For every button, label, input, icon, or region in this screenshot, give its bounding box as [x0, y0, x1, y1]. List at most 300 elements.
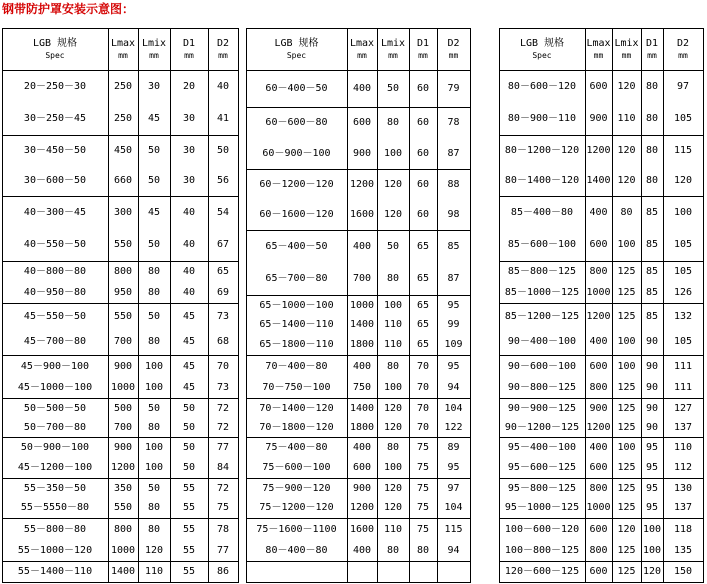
cell-value: 700 — [113, 336, 133, 348]
cell-value: 600 — [589, 566, 608, 577]
cell-value: 89 — [447, 442, 460, 453]
cell-value: 60 — [416, 179, 430, 190]
cell-value: 40 — [182, 239, 196, 250]
cell-value: 105 — [673, 336, 693, 348]
cell-d2 — [663, 479, 703, 518]
cell-value: 85－1200－125 — [504, 310, 580, 322]
cell-value: 50 — [147, 310, 161, 322]
cell-lmix — [377, 108, 409, 169]
header-lmax — [347, 29, 377, 70]
cell-value: 30 — [182, 175, 196, 186]
cell-value: 1800 — [349, 421, 375, 433]
cell-lmax — [108, 136, 138, 196]
cell-value: 60 — [416, 117, 430, 129]
header-unit: mm — [357, 50, 367, 60]
cell-lmix — [612, 519, 641, 561]
cell-spec — [246, 170, 347, 230]
cell-value: 400 — [352, 83, 372, 94]
header-spec — [2, 29, 108, 70]
cell-value: 95 — [447, 462, 460, 473]
cell-d1 — [409, 356, 437, 398]
cell-value: 600 — [589, 239, 608, 250]
cell-value: 45－700－80 — [23, 336, 87, 348]
cell-value: 85 — [645, 239, 659, 250]
cell-value: 80 — [147, 421, 161, 433]
cell-d1 — [409, 519, 437, 561]
cell-value: 126 — [673, 286, 693, 298]
header-unit: mm — [593, 50, 604, 60]
cell-value: 120 — [383, 502, 403, 514]
cell-value: 45 — [182, 310, 196, 322]
cell-d2 — [208, 479, 238, 518]
header-unit: mm — [678, 50, 688, 60]
cell-spec — [499, 262, 585, 303]
cell-lmix — [377, 71, 409, 107]
cell-value: 50 — [147, 482, 161, 494]
cell-value: 75 — [416, 462, 430, 473]
cell-d2 — [208, 438, 238, 478]
cell-spec — [246, 356, 347, 398]
cell-value: 127 — [673, 402, 693, 414]
cell-value: 55 — [182, 523, 196, 535]
cell-lmax — [585, 356, 612, 398]
cell-value: 95－1000－125 — [504, 502, 580, 514]
cell-spec — [246, 296, 347, 355]
cell-value: 80 — [645, 175, 659, 186]
cell-value: 80 — [147, 266, 161, 278]
cell-value: 45 — [147, 113, 161, 124]
cell-d1 — [170, 519, 208, 561]
cell-value: 120 — [617, 175, 636, 186]
cell-value: 56 — [216, 175, 230, 186]
cell-value: 55－800－80 — [23, 523, 87, 535]
cell-value: 120 — [642, 566, 662, 577]
cell-d2 — [663, 562, 703, 582]
cell-lmix — [377, 519, 409, 561]
cell-value: 1600 — [349, 523, 375, 535]
cell-value: 65－1400－110 — [259, 319, 334, 331]
cell-d2 — [208, 136, 238, 196]
cell-value: 72 — [216, 402, 230, 414]
cell-value: 40 — [182, 207, 196, 218]
cell-lmax — [108, 197, 138, 261]
cell-lmix — [138, 562, 170, 582]
cell-value: 90－800－125 — [507, 381, 577, 393]
column-rule — [238, 28, 239, 583]
cell-lmix — [612, 356, 641, 398]
cell-lmix — [377, 438, 409, 478]
cell-value: 55－1000－120 — [17, 544, 93, 556]
cell-value: 1000 — [586, 502, 611, 514]
cell-value: 94 — [447, 544, 460, 556]
cell-value: 65 — [416, 273, 430, 284]
cell-lmax — [347, 170, 377, 230]
cell-value: 30 — [147, 81, 161, 92]
cell-lmix — [138, 304, 170, 355]
cell-value: 75－1200－120 — [259, 502, 334, 514]
cell-lmix — [138, 262, 170, 303]
cell-lmix — [377, 479, 409, 518]
header-d2 — [208, 29, 238, 70]
cell-value: 90－400－100 — [507, 336, 577, 348]
cell-d1 — [170, 479, 208, 518]
cell-value: 20－250－30 — [23, 81, 87, 92]
cell-value: 600 — [589, 81, 608, 92]
cell-lmax — [108, 71, 138, 135]
cell-d2 — [208, 197, 238, 261]
cell-value: 65 — [416, 241, 430, 252]
cell-value: 90 — [645, 402, 659, 414]
cell-value: 88 — [447, 179, 460, 190]
cell-value: 78 — [447, 117, 460, 129]
cell-d2 — [437, 438, 470, 478]
cell-value: 95 — [447, 299, 460, 311]
cell-spec — [2, 262, 108, 303]
cell-d2 — [208, 562, 238, 582]
cell-spec — [499, 197, 585, 261]
cell-value: 50 — [147, 175, 161, 186]
cell-value: 700 — [113, 421, 133, 433]
cell-value: 45 — [147, 207, 161, 218]
cell-value: 1200 — [349, 502, 375, 514]
cell-d2 — [663, 438, 703, 478]
cell-spec — [246, 438, 347, 478]
cell-lmax — [585, 136, 612, 196]
cell-d1 — [409, 231, 437, 295]
header-lmix — [612, 29, 641, 70]
header-d1-label: D1 — [182, 37, 196, 49]
cell-d1 — [170, 197, 208, 261]
cell-value: 122 — [444, 421, 463, 433]
cell-value: 350 — [113, 482, 133, 494]
header-d1 — [409, 29, 437, 70]
cell-d2 — [208, 356, 238, 398]
cell-value: 400 — [352, 360, 372, 372]
cell-value: 55 — [182, 566, 196, 577]
cell-value: 70－1400－120 — [259, 402, 334, 414]
cell-lmix — [138, 519, 170, 561]
cell-value: 1200 — [586, 310, 611, 322]
cell-value: 132 — [673, 310, 693, 322]
cell-spec — [499, 356, 585, 398]
cell-value: 80 — [386, 544, 400, 556]
cell-d2 — [437, 231, 470, 295]
header-unit: mm — [218, 50, 228, 60]
cell-value: 70 — [416, 381, 430, 393]
cell-d1 — [409, 399, 437, 437]
cell-value: 85 — [645, 286, 659, 298]
cell-value: 72 — [216, 421, 230, 433]
cell-lmix — [138, 136, 170, 196]
header-lmax-label: Lmax — [586, 37, 611, 49]
header-spec — [499, 29, 585, 70]
cell-value: 75 — [416, 502, 430, 514]
cell-value: 78 — [216, 523, 230, 535]
cell-value: 95 — [645, 442, 659, 453]
cell-value: 85 — [447, 241, 460, 252]
cell-value: 100 — [144, 462, 164, 473]
cell-value: 95－600－125 — [507, 462, 577, 473]
cell-value: 1200 — [349, 179, 375, 190]
cell-d2 — [208, 71, 238, 135]
cell-value: 1600 — [349, 209, 375, 220]
cell-d1 — [170, 71, 208, 135]
cell-value: 94 — [447, 381, 460, 393]
cell-value: 125 — [617, 482, 636, 494]
cell-value: 110 — [383, 523, 403, 535]
cell-value: 80－400－80 — [265, 544, 328, 556]
cell-value: 55 — [182, 482, 196, 494]
cell-spec — [499, 136, 585, 196]
cell-value: 125 — [617, 381, 636, 393]
cell-d1 — [641, 262, 663, 303]
cell-value: 1800 — [349, 339, 375, 351]
cell-value: 400 — [352, 241, 372, 252]
cell-value: 100 — [617, 239, 636, 250]
header-lmix-label: Lmix — [614, 37, 639, 49]
cell-value: 77 — [216, 442, 230, 453]
cell-lmax — [347, 562, 377, 582]
cell-value: 75－1600－1100 — [256, 523, 337, 535]
cell-value: 75－900－120 — [262, 482, 331, 494]
cell-d1 — [170, 262, 208, 303]
cell-d1 — [409, 438, 437, 478]
cell-value: 95 — [645, 482, 659, 494]
cell-lmax — [108, 356, 138, 398]
cell-lmax — [585, 479, 612, 518]
cell-value: 100 — [617, 360, 636, 372]
cell-d1 — [409, 71, 437, 107]
cell-value: 110 — [383, 339, 403, 351]
cell-value: 150 — [673, 566, 693, 577]
cell-value: 84 — [216, 462, 230, 473]
cell-value: 450 — [113, 145, 133, 156]
cell-value: 60－1200－120 — [259, 179, 334, 190]
cell-value: 110 — [144, 566, 164, 577]
cell-d2 — [663, 262, 703, 303]
cell-d1 — [641, 197, 663, 261]
cell-value: 110 — [673, 442, 693, 453]
column-rule — [470, 28, 471, 583]
cell-value: 100 — [383, 462, 403, 473]
cell-value: 75 — [216, 502, 230, 514]
cell-d1 — [409, 562, 437, 582]
cell-value: 50 — [182, 462, 196, 473]
cell-value: 1200 — [586, 421, 611, 433]
cell-value: 110 — [617, 113, 636, 124]
cell-lmax — [585, 304, 612, 355]
cell-value: 60 — [416, 83, 430, 94]
cell-lmax — [585, 519, 612, 561]
cell-value: 400 — [589, 207, 608, 218]
cell-value: 70 — [416, 402, 430, 414]
cell-spec — [2, 399, 108, 437]
header-d2-label: D2 — [216, 37, 230, 49]
cell-value: 125 — [617, 421, 636, 433]
header-spec-label: LGB 规格 — [274, 37, 319, 49]
cell-d1 — [409, 170, 437, 230]
cell-value: 95 — [645, 462, 659, 473]
cell-d2 — [208, 304, 238, 355]
cell-value: 40－550－50 — [23, 239, 87, 250]
header-unit: mm — [418, 50, 428, 60]
cell-d2 — [437, 71, 470, 107]
cell-d2 — [208, 519, 238, 561]
cell-value: 40－950－80 — [23, 286, 87, 298]
cell-spec — [2, 197, 108, 261]
cell-lmax — [347, 296, 377, 355]
cell-d2 — [208, 262, 238, 303]
header-unit: mm — [647, 50, 657, 60]
cell-value: 80 — [645, 81, 659, 92]
cell-lmax — [347, 399, 377, 437]
cell-d1 — [641, 562, 663, 582]
cell-value: 50－500－50 — [23, 402, 87, 414]
cell-d2 — [437, 519, 470, 561]
cell-d2 — [437, 399, 470, 437]
cell-value: 125 — [617, 266, 636, 278]
cell-spec — [2, 519, 108, 561]
cell-lmix — [612, 562, 641, 582]
cell-value: 65－400－50 — [265, 241, 328, 252]
cell-value: 100 — [642, 523, 662, 535]
cell-spec — [246, 479, 347, 518]
cell-spec — [2, 71, 108, 135]
cell-spec — [246, 399, 347, 437]
cell-value: 1400 — [110, 566, 136, 577]
cell-d2 — [663, 197, 703, 261]
cell-value: 95 — [447, 360, 460, 372]
cell-value: 800 — [589, 482, 608, 494]
cell-d1 — [170, 562, 208, 582]
cell-value: 250 — [113, 81, 133, 92]
cell-lmix — [377, 356, 409, 398]
cell-spec — [499, 479, 585, 518]
cell-d2 — [663, 519, 703, 561]
cell-value: 90 — [645, 336, 659, 348]
cell-value: 55 — [182, 544, 196, 556]
cell-lmix — [138, 479, 170, 518]
cell-d2 — [663, 136, 703, 196]
cell-value: 90－600－100 — [507, 360, 577, 372]
cell-value: 70－1800－120 — [259, 421, 334, 433]
cell-value: 85 — [645, 310, 659, 322]
cell-value: 90－900－125 — [507, 402, 577, 414]
cell-value: 600 — [352, 462, 372, 473]
row-rule — [499, 582, 704, 583]
cell-value: 125 — [617, 286, 636, 298]
cell-value: 45 — [182, 360, 196, 372]
cell-value: 70 — [216, 360, 230, 372]
cell-lmax — [585, 438, 612, 478]
cell-lmix — [377, 296, 409, 355]
cell-d1 — [641, 136, 663, 196]
cell-value: 80 — [147, 523, 161, 535]
cell-value: 300 — [113, 207, 133, 218]
cell-value: 700 — [352, 273, 372, 284]
cell-value: 30－450－50 — [23, 145, 87, 156]
cell-lmax — [108, 438, 138, 478]
cell-value: 125 — [617, 566, 636, 577]
cell-value: 800 — [589, 266, 608, 278]
cell-value: 800 — [113, 523, 133, 535]
header-spec-label: LGB 规格 — [32, 37, 78, 49]
cell-value: 75－600－100 — [262, 462, 331, 473]
header-lmix-label: Lmix — [141, 37, 167, 49]
cell-lmix — [377, 170, 409, 230]
cell-value: 118 — [673, 523, 693, 535]
cell-value: 60－400－50 — [265, 83, 328, 94]
cell-value: 400 — [589, 336, 608, 348]
cell-value: 90 — [645, 360, 659, 372]
cell-value: 65－1000－100 — [259, 299, 334, 311]
cell-lmax — [108, 399, 138, 437]
cell-lmix — [138, 197, 170, 261]
cell-value: 45－1200－100 — [17, 462, 93, 473]
header-lmax-label: Lmax — [349, 37, 375, 49]
header-d1-label: D1 — [416, 37, 430, 49]
cell-value: 125 — [617, 310, 636, 322]
cell-value: 900 — [352, 147, 372, 159]
cell-value: 70 — [416, 360, 430, 372]
cell-value: 50 — [182, 402, 196, 414]
cell-value: 79 — [447, 83, 460, 94]
cell-value: 120 — [673, 175, 693, 186]
cell-d2 — [663, 356, 703, 398]
cell-value: 100 — [383, 147, 403, 159]
header-d2-label: D2 — [676, 37, 690, 49]
cell-lmax — [347, 108, 377, 169]
cell-value: 85－800－125 — [507, 266, 577, 278]
cell-value: 68 — [216, 336, 230, 348]
cell-value: 80 — [386, 273, 400, 284]
cell-value: 100 — [673, 207, 693, 218]
cell-lmix — [138, 356, 170, 398]
cell-lmax — [585, 262, 612, 303]
column-rule — [703, 28, 704, 583]
cell-value: 30 — [182, 145, 196, 156]
cell-value: 65 — [416, 319, 430, 331]
cell-value: 20 — [182, 81, 196, 92]
cell-value: 1400 — [349, 402, 375, 414]
cell-value: 97 — [676, 81, 690, 92]
cell-d1 — [641, 519, 663, 561]
cell-lmix — [612, 479, 641, 518]
header-spec-sub: Spec — [532, 50, 552, 60]
cell-value: 80 — [645, 145, 659, 156]
cell-value: 104 — [444, 402, 463, 414]
cell-value: 73 — [216, 381, 230, 393]
cell-d2 — [437, 108, 470, 169]
cell-value: 800 — [113, 266, 133, 278]
cell-lmax — [585, 562, 612, 582]
cell-lmix — [138, 71, 170, 135]
cell-lmix — [612, 197, 641, 261]
cell-value: 900 — [589, 113, 608, 124]
cell-d1 — [641, 71, 663, 135]
cell-d2 — [437, 296, 470, 355]
cell-value: 550 — [113, 239, 133, 250]
cell-spec — [246, 562, 347, 582]
cell-d2 — [437, 562, 470, 582]
cell-value: 104 — [444, 502, 463, 514]
cell-value: 85－400－80 — [510, 207, 574, 218]
cell-value: 80－900－110 — [507, 113, 577, 124]
cell-value: 100－800－125 — [504, 544, 580, 556]
cell-d2 — [437, 356, 470, 398]
cell-lmax — [347, 356, 377, 398]
header-unit: mm — [149, 50, 159, 60]
